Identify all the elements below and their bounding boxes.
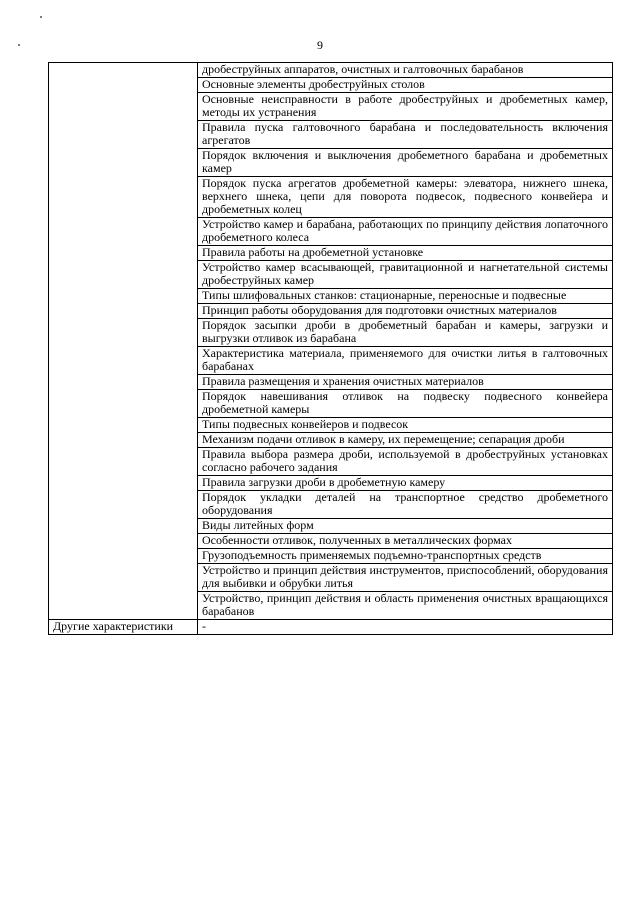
knowledge-item: Правила пуска галтовочного барабана и последовательность включения агрегатов (198, 121, 613, 149)
other-characteristics-label: Другие характеристики (49, 620, 198, 635)
knowledge-item: Порядок включения и выключения дробеметного барабана и дробеметных камер (198, 149, 613, 177)
knowledge-item: Порядок засыпки дроби в дробеметный барабан и камеры, загрузки и выгрузки отливок из барабана (198, 319, 613, 347)
knowledge-item: Особенности отливок, полученных в металлических формах (198, 534, 613, 549)
knowledge-label-cell (49, 63, 198, 620)
page-number: 9 (317, 38, 323, 52)
knowledge-item: Правила выбора размера дроби, используемой в дробеструйных установках согласно рабочего задания (198, 448, 613, 476)
table-row (49, 63, 613, 78)
knowledge-item: Виды литейных форм (198, 519, 613, 534)
knowledge-item: Порядок укладки деталей на транспортное средство дробеметного оборудования (198, 491, 613, 519)
knowledge-item: Основные неисправности в работе дробеструйных и дробеметных камер, методы их устранения (198, 93, 613, 121)
knowledge-item: Порядок навешивания отливок на подвеску подвесного конвейера дробеметной камеры (198, 390, 613, 418)
knowledge-item: дробеструйных аппаратов, очистных и галтовочных барабанов (198, 63, 613, 78)
knowledge-item: Принцип работы оборудования для подготовки очистных материалов (198, 304, 613, 319)
other-characteristics-value: - (198, 620, 613, 635)
knowledge-item: Правила работы на дробеметной установке (198, 246, 613, 261)
scan-speck (18, 44, 20, 46)
knowledge-item: Устройство камер всасывающей, гравитационной и нагнетательной системы дробеструйных камер (198, 261, 613, 289)
knowledge-item: Устройство камер и барабана, работающих по принципу действия лопаточного дробеметного колеса (198, 218, 613, 246)
knowledge-item: Правила размещения и хранения очистных материалов (198, 375, 613, 390)
knowledge-item: Типы шлифовальных станков: стационарные, переносные и подвесные (198, 289, 613, 304)
knowledge-item: Грузоподъемность применяемых подъемно-транспортных средств (198, 549, 613, 564)
knowledge-item: Правила загрузки дроби в дробеметную камеру (198, 476, 613, 491)
knowledge-item: Характеристика материала, применяемого для очистки литья в галтовочных барабанах (198, 347, 613, 375)
knowledge-item: Устройство, принцип действия и область применения очистных вращающихся барабанов (198, 592, 613, 620)
scan-speck (40, 16, 42, 18)
table-row-other (49, 620, 613, 635)
knowledge-item: Порядок пуска агрегатов дробеметной камеры: элеватора, нижнего шнека, верхнего шнека, цепи для поворота подвесок, подвесного конвейера и дробеметных колец (198, 177, 613, 218)
knowledge-item: Механизм подачи отливок в камеру, их перемещение; сепарация дроби (198, 433, 613, 448)
knowledge-item: Основные элементы дробеструйных столов (198, 78, 613, 93)
knowledge-item: Типы подвесных конвейеров и подвесок (198, 418, 613, 433)
requirements-table (48, 62, 613, 635)
knowledge-item: Устройство и принцип действия инструментов, приспособлений, оборудования для выбивки и обрубки литья (198, 564, 613, 592)
table-body (49, 63, 613, 635)
